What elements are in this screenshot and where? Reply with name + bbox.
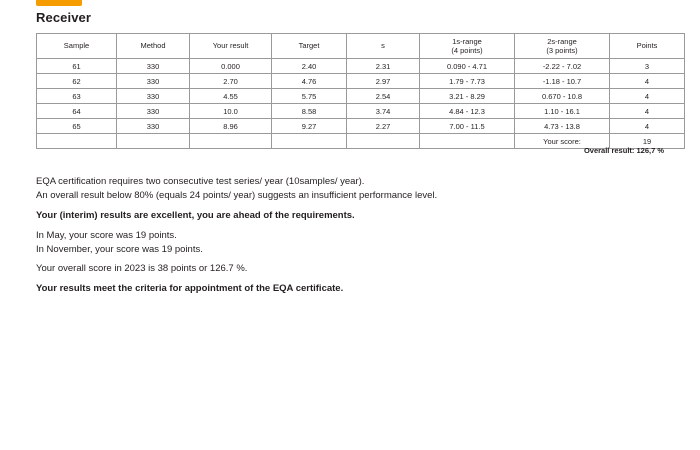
cell-points: 3 (610, 59, 685, 74)
cell-method: 330 (117, 59, 190, 74)
cell-s: 2.54 (347, 89, 420, 104)
november-score: In November, your score was 19 points. (36, 243, 203, 255)
table-row (37, 59, 685, 74)
cell-s: 2.97 (347, 74, 420, 89)
score-spacer (420, 134, 515, 149)
score-spacer (272, 134, 347, 149)
cell-1s-range: 1.79 - 7.73 (420, 74, 515, 89)
cell-s: 3.74 (347, 104, 420, 119)
cell-sample: 61 (37, 59, 117, 74)
interim-statement: Your (interim) results are excellent, you are ahead of the requirements. (36, 210, 355, 221)
cell-s: 2.31 (347, 59, 420, 74)
cell-method: 330 (117, 74, 190, 89)
column-header-2s-range-label: 2s-range (547, 36, 577, 46)
cell-sample: 64 (37, 104, 117, 119)
cell-method: 330 (117, 89, 190, 104)
cell-points: 4 (610, 104, 685, 119)
score-label: Your score: (515, 134, 610, 149)
results-table (36, 33, 685, 149)
column-header-sample: Sample (37, 34, 117, 59)
cell-target: 2.40 (272, 59, 347, 74)
cell-target: 5.75 (272, 89, 347, 104)
cell-2s-range: 0.670 - 10.8 (515, 89, 610, 104)
score-spacer (37, 134, 117, 149)
column-header-2s-range (515, 34, 610, 59)
overall-score-line: Your overall score in 2023 is 38 points or 126.7 %. (36, 263, 248, 274)
requirements-paragraph (36, 175, 437, 203)
cell-your-result: 0.000 (190, 59, 272, 74)
cell-your-result: 8.96 (190, 119, 272, 134)
table-row (37, 104, 685, 119)
cell-target: 4.76 (272, 74, 347, 89)
cell-sample: 63 (37, 89, 117, 104)
cell-s: 2.27 (347, 119, 420, 134)
score-breakdown (36, 229, 203, 257)
cell-points: 4 (610, 89, 685, 104)
conclusion-line: Your results meet the criteria for appointment of the EQA certificate. (36, 283, 344, 294)
score-spacer (117, 134, 190, 149)
cell-2s-range: -2.22 - 7.02 (515, 59, 610, 74)
requirements-line-2: An overall result below 80% (equals 24 points/ year) suggests an insufficient performance level. (36, 189, 438, 201)
score-spacer (190, 134, 272, 149)
cell-target: 8.58 (272, 104, 347, 119)
cell-sample: 62 (37, 74, 117, 89)
requirements-line-1: EQA certification requires two consecutive test series/ year (10samples/ year). (36, 176, 365, 187)
cell-1s-range: 0.090 - 4.71 (420, 59, 515, 74)
cell-points: 4 (610, 119, 685, 134)
cell-your-result: 2.70 (190, 74, 272, 89)
cell-2s-range: 1.10 - 16.1 (515, 104, 610, 119)
table-header-row (37, 34, 685, 59)
table-row (37, 74, 685, 89)
cell-1s-range: 4.84 - 12.3 (420, 104, 515, 119)
column-header-2s-range-sub: (3 points) (546, 46, 578, 55)
cell-target: 9.27 (272, 119, 347, 134)
cell-2s-range: -1.18 - 10.7 (515, 74, 610, 89)
column-header-1s-range-sub: (4 points) (451, 46, 483, 55)
column-header-your-result: Your result (190, 34, 272, 59)
column-header-points: Points (610, 34, 685, 59)
may-score: In May, your score was 19 points. (36, 230, 177, 241)
cell-your-result: 10.0 (190, 104, 272, 119)
score-spacer (347, 134, 420, 149)
cell-points: 4 (610, 74, 685, 89)
page-title: Receiver (36, 10, 92, 25)
table-row (37, 89, 685, 104)
cell-your-result: 4.55 (190, 89, 272, 104)
cell-method: 330 (117, 119, 190, 134)
cell-method: 330 (117, 104, 190, 119)
cell-2s-range: 4.73 - 13.8 (515, 119, 610, 134)
orange-badge (36, 0, 82, 6)
overall-result: Overall result: 126,7 % (583, 146, 664, 155)
score-value: 19 (610, 134, 685, 149)
column-header-1s-range-label: 1s-range (452, 36, 482, 46)
column-header-1s-range (420, 34, 515, 59)
cell-sample: 65 (37, 119, 117, 134)
cell-1s-range: 3.21 - 8.29 (420, 89, 515, 104)
table-row (37, 119, 685, 134)
column-header-target: Target (272, 34, 347, 59)
column-header-method: Method (117, 34, 190, 59)
column-header-s: s (347, 34, 420, 59)
cell-1s-range: 7.00 - 11.5 (420, 119, 515, 134)
